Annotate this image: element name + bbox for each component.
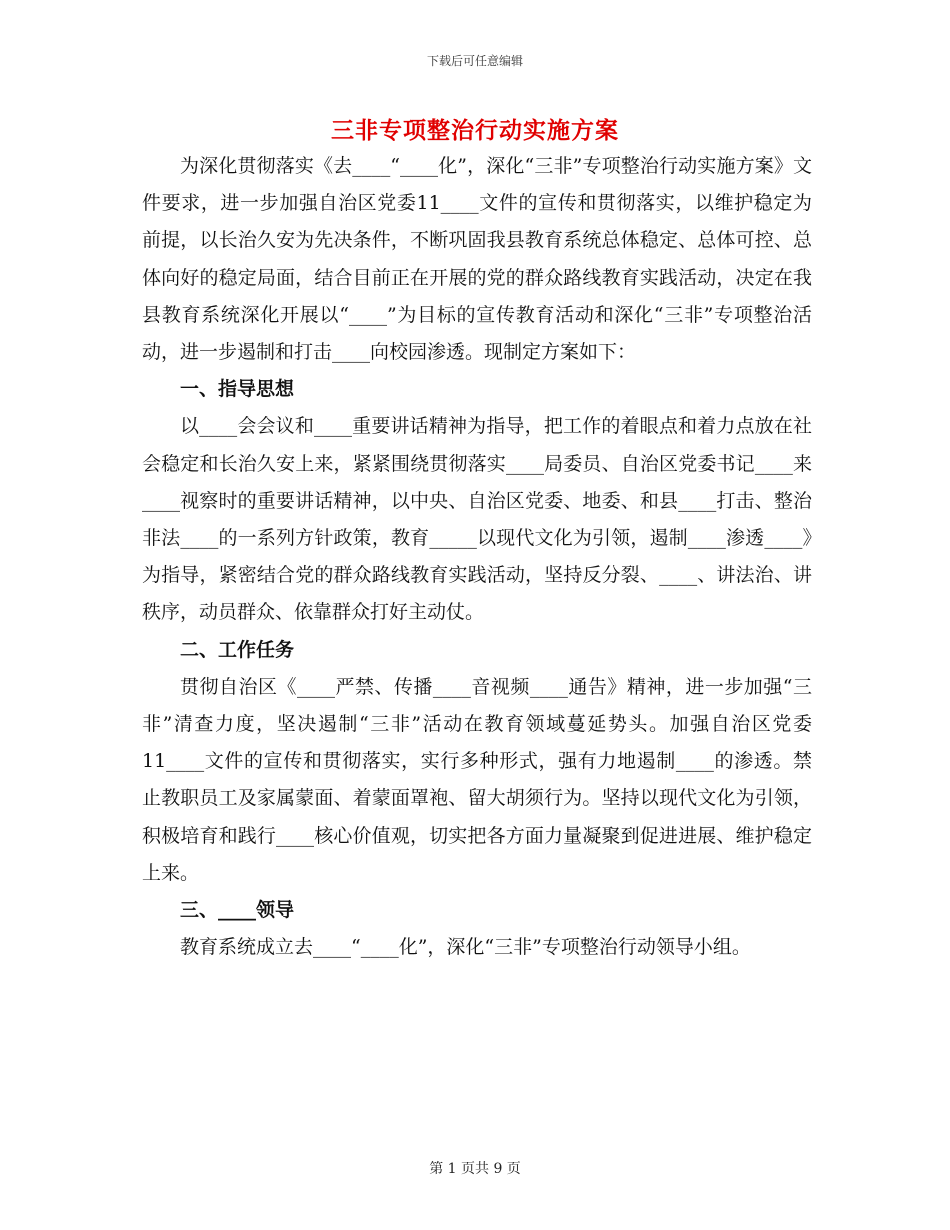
document-body: [142, 148, 812, 966]
page-footer: 第 1 页共 9 页: [429, 1161, 521, 1177]
section-heading-leadership: 三、____领导: [180, 899, 295, 922]
section-heading-guiding-ideology: 一、指导思想: [180, 378, 295, 401]
header-note: 下载后可任意编辑: [426, 54, 523, 68]
section-text-work-tasks: 贯彻自治区《____严禁、传播____音视频____通告》精神，进一步加强“三非”清查力度，坚决遏制“三非”活动在教育领域蔓延势头。加强自治区党委11____文件的宣传和贯彻落实，实行多种形式，强有力地遏制____的渗透。禁止教职员工及家属蒙面、着蒙面罩袍、留大胡须行为。坚持以现代文化为引领，积极培育和践行____核心价值观，切实把各方面力量凝聚到促进进展、维护稳定上来。: [142, 675, 812, 884]
section-heading-work-tasks: 二、工作任务: [180, 638, 295, 661]
section-text-guiding-ideology: 以____会会议和____重要讲话精神为指导，把工作的着眼点和着力点放在社会稳定和长治久安上来，紧紧围绕贯彻落实____局委员、自治区党委书记____来____视察时的重要讲话精神，以中央、自治区党委、地委、和县____打击、整治非法____的一系列方针政策，教育_____以现代文化为引领，遏制____渗透____》为指导，紧密结合党的群众路线教育实践活动，坚持反分裂、____、讲法治、讲秩序，动员群众、依靠群众打好主动仗。: [142, 415, 812, 624]
intro-paragraph: 为深化贯彻落实《去____“____化”，深化“三非”专项整治行动实施方案》文件要求，进一步加强自治区党委11____文件的宣传和贯彻落实，以维护稳定为前提，以长治久安为先决条件，不断巩固我县教育系统总体稳定、总体可控、总体向好的稳定局面，结合目前正在开展的党的群众路线教育实践活动，决定在我县教育系统深化开展以“____”为目标的宣传教育活动和深化“三非”专项整治活动，进一步遏制和打击____向校园渗透。现制定方案如下：: [142, 155, 812, 364]
document-title: 三非专项整治行动实施方案: [331, 117, 619, 144]
section-text-leadership: 教育系统成立去____“____化”，深化“三非”专项整治行动领导小组。: [180, 936, 751, 959]
